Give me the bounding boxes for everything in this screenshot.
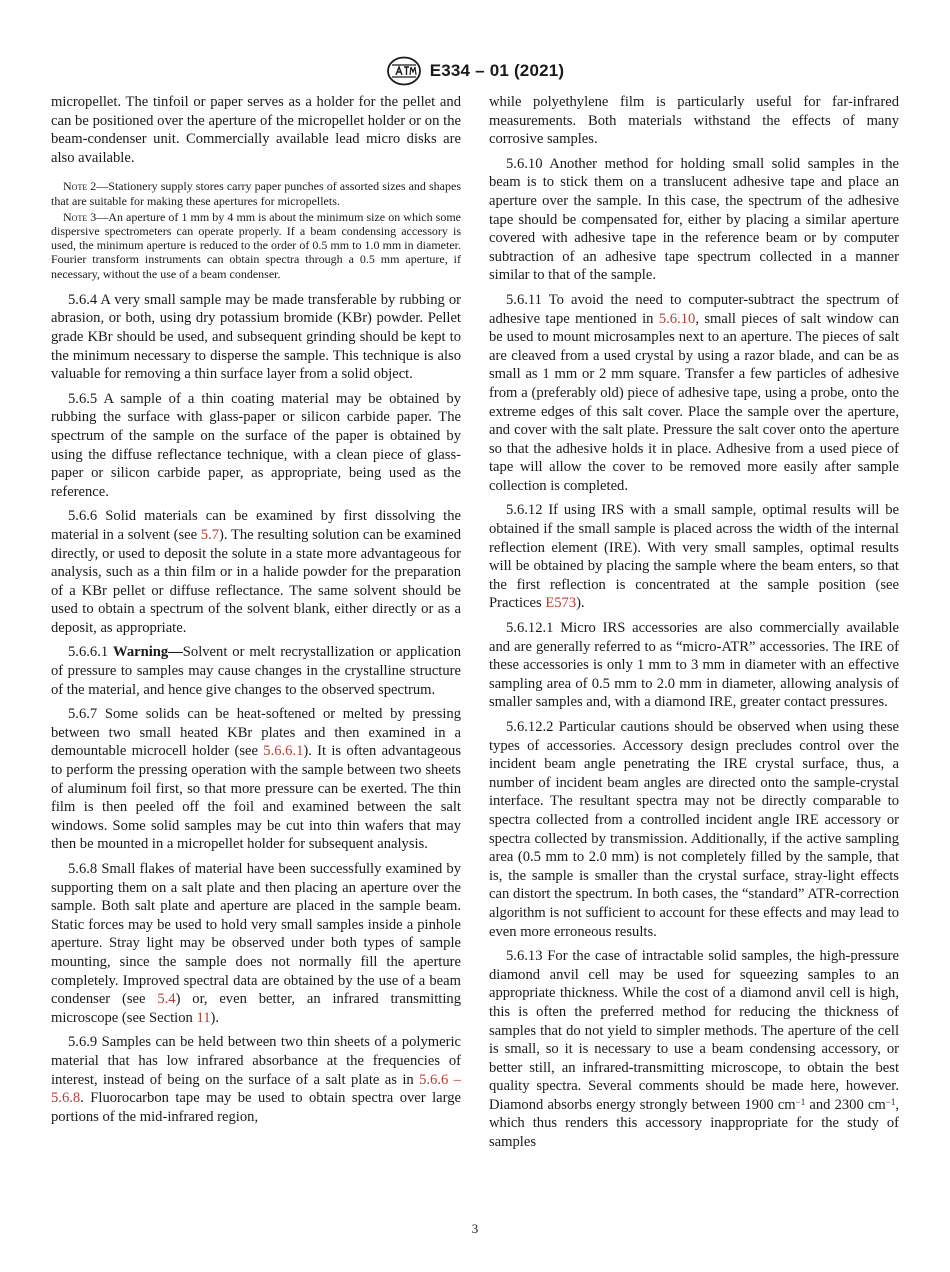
xref-5-4[interactable]: 5.4 bbox=[157, 991, 176, 1008]
astm-logo-icon bbox=[386, 56, 422, 86]
xref-5-6-10[interactable]: 5.6.10 bbox=[658, 310, 696, 327]
note-3-label: Note 3 bbox=[63, 209, 97, 224]
paragraph-5-6-12: 5.6.12 If using IRS with a small sample, optimal results will be obtained if the small sample is placed across the width of the internal reflection element (IRE). With very small samples, optimal results will be obtained by placing the sample where the beam enters, so that the first reflection is concentrated at the sample position (see Practices E573). bbox=[489, 502, 899, 612]
document-designation: E334 – 01 (2021) bbox=[429, 61, 565, 80]
page-number: 3 bbox=[471, 1221, 479, 1236]
paragraph-5-6-5: 5.6.5 A sample of a thin coating material may be obtained by rubbing the surface with glass-paper or silicon carbide paper. The spectrum of the sample on the surface of the paper is obtained by using the diffuse reflectance technique, with a clean piece of glass-paper or silicon carbide paper, as appropriate, being used as the reference. bbox=[51, 390, 461, 500]
xref-section-11[interactable]: 11 bbox=[196, 1009, 211, 1026]
paragraph-5-6-7: 5.6.7 Some solids can be heat-softened or melted by pressing between two small heated KBr plates and then examined in a demountable microcell holder (see 5.6.6.1). It is often advantageous to perform the pressing operation with the sample between two sheets of aluminum foil first, so that more pressure can be exerted. The thin film is then peeled off the foil and examined between the salt windows. Some solid samples may be cut into thin wafers that may then be mounted in a micropellet holder for subsequent analysis. bbox=[51, 706, 461, 853]
note-2-text: —Stationery supply stores carry paper punches of assorted sizes and shapes that are suitable for making these apertures for micropellets. bbox=[51, 179, 461, 208]
note-2 bbox=[51, 179, 461, 207]
xref-5-7[interactable]: 5.7 bbox=[200, 526, 220, 543]
paragraph-continuation: micropellet. The tinfoil or paper serves as a holder for the pellet and can be positioned over the aperture of the micropellet holder or on the beam-condenser unit. Commercially available lead micro disks are also available. bbox=[51, 94, 461, 166]
paragraph-5-6-12-1: 5.6.12.1 Micro IRS accessories are also commercially available and are generally referred to as “micro-ATR” accessories. The IRE of these accessories is only 1 mm to 3 mm in diameter with an effective sampling area of 0.5 mm to 2.0 mm in diameter, allowing analysis of smaller samples and, with a diamond IRE, greater contact pressures. bbox=[489, 620, 899, 711]
paragraph-5-6-10: 5.6.10 Another method for holding small solid samples in the beam is to stick them on a translucent adhesive tape and place an aperture over the sample. In this case, the spectrum of the adhesive tape should be compensated for, either by placing a similar aperture covered with adhesive tape in the reference beam or by computer subtraction of an adhesive tape spectrum collected in a manner similar to that of the sample. bbox=[489, 155, 899, 284]
paragraph-5-6-6-1: 5.6.6.1 Warning—Solvent or melt recrystallization or application of pressure to samples may cause changes in the crystalline structure of the material, and hence give changes to the observed spectrum. bbox=[51, 644, 462, 698]
paragraph-5-6-12-2: 5.6.12.2 Particular cautions should be observed when using these types of accessories. Accessory design precludes control over the incident beam angle penetrating the IRE crystal surface, thus, a number of incident beam angles are directed onto the sample-crystal interface. The resultant spectra may not be directly comparable to spectra collected from a controlled incident angle IRE accessory or spectra collected by transmission. Additionally, if the active sampling area (0.5 mm to 2.0 mm) is not completely filled by the sample, that is, the sample is smaller than the crystal surface, stray-light effects can distort the spectrum. In both cases, the “standard” ATR-correction algorithm is not sufficient to account for these effects and may lead to even more erroneous results. bbox=[489, 719, 899, 940]
note-3 bbox=[51, 210, 461, 281]
paragraph-5-6-8: 5.6.8 Small flakes of material have been successfully examined by supporting them on a salt plate and then placing an aperture over the sample. Both salt plate and aperture are placed in the sample beam. Static forces may be used to hold very small samples inside a pinhole aperture. Stray light may be observed under both types of sample mounting, since the sample does not normally fill the aperture completely. Improved spectral data are obtained by the use of a beam condenser (see 5.4) or, even better, an infrared transmitting microscope (see Section 11). bbox=[51, 861, 461, 1026]
paragraph-5-6-6: 5.6.6 Solid materials can be examined by first dissolving the material in a solvent (see 5.7). The resulting solution can be examined directly, or used to deposit the solute in a state more advantageous for analysis, such as a thin film or in a halide powder for the preparation of a KBr pellet or diffuse reflectance. The same solvent should be used to obtain a spectrum of the solvent blank, either directly or as a deposit, as appropriate. bbox=[51, 508, 462, 636]
xref-e573[interactable]: E573 bbox=[545, 595, 577, 612]
paragraph-5-6-9: 5.6.9 Samples can be held between two thin sheets of a polymeric material that has low infrared absorbance at the frequencies of interest, instead of being on the surface of a salt plate as in 5.6.6 – 5.6.8. Fluorocarbon tape may be used to obtain spectra over large portions of the mid-infrared region, bbox=[51, 1034, 461, 1125]
right-column bbox=[489, 93, 899, 1158]
warning-label: Warning— bbox=[113, 644, 183, 661]
xref-5-6-6-1[interactable]: 5.6.6.1 bbox=[263, 743, 304, 760]
page-header bbox=[0, 56, 950, 86]
paragraph-continuation: while polyethylene film is particularly useful for far-infrared measurements. Both materials withstand the effects of many corrosive samples. bbox=[489, 94, 899, 148]
xref-5-6-6-to-5-6-8[interactable]: 5.6.6 – 5.6.8 bbox=[51, 1071, 461, 1107]
note-3-text: —An aperture of 1 mm by 4 mm is about the minimum size on which some dispersive spectrometers can operate properly. If a beam condensing accessory is used, the minimum aperture is reduced to the order of 0.5 mm to 1.0 mm in diameter. Fourier transform instruments can obtain spectra through a 0.5 mm aperture, if necessary, without the use of a beam condenser. bbox=[51, 209, 462, 281]
paragraph-5-6-11: 5.6.11 To avoid the need to computer-subtract the spectrum of adhesive tape mentioned in 5.6.10, small pieces of salt window can be used to mount microsamples next to an aperture. The pieces of salt are cleaved from a used crystal by using a razor blade, and can be as small as 1 mm or 2 mm square. Transfer a few particles of adhesive from a (preferably old) piece of adhesive tape, using a probe, onto the extreme edges of this salt cover. Place the sample over the aperture, and cover with the salt plate. Pressure the salt cover onto the aperture so that the adhesive holds it in place. Adhesive from a used piece of tape will allow the cover to be removed more easily after sample collection is completed. bbox=[489, 291, 899, 494]
paragraph-5-6-13: 5.6.13 For the case of intractable solid samples, the high-pressure diamond anvil cell may be used for squeezing samples to an appropriate thickness. While the cost of a diamond anvil cell is high, this is often the preferred method for reducing the thickness of samples that do not yield to simpler methods. The aperture of the cell is small, so it is necessary to use a beam condensing accessory, or better still, an infrared-transmitting microscope, to obtain the best quality spectra. Several comments should be made here, however. Diamond absorbs energy strongly between 1900 $cm^{-1}$ and 2300 $cm^{-1}$, which thus renders this accessory inappropriate for the study of samples bbox=[489, 948, 899, 1151]
left-column bbox=[51, 93, 461, 1132]
paragraph-5-6-4: 5.6.4 A very small sample may be made transferable by rubbing or abrasion, or both, using dry potassium bromide (KBr) powder. Pellet grade KBr should be used, and subsequent grinding should be kept to the minimum necessary to disperse the sample. This technique is also valuable for removing a thin surface layer from a solid object. bbox=[51, 291, 461, 383]
note-2-label: Note 2 bbox=[63, 179, 97, 194]
